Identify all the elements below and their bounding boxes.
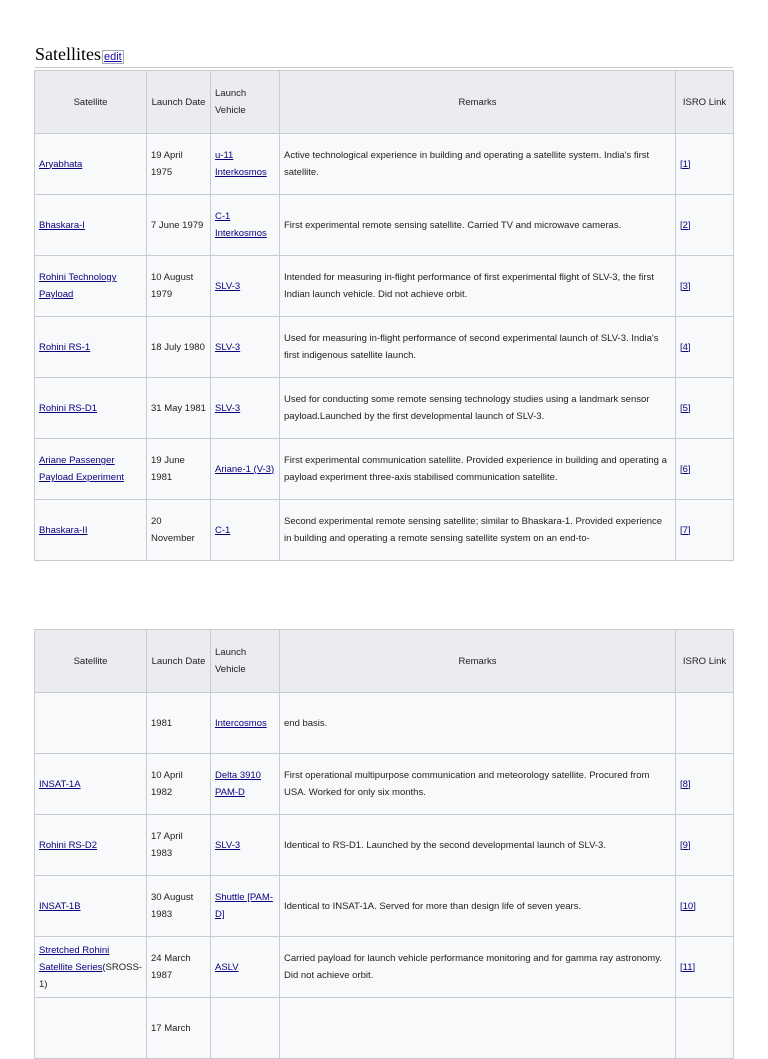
launch-date-cell — [147, 439, 211, 500]
satellite-cell — [35, 439, 147, 500]
isro-link-link[interactable]: [11] — [680, 961, 696, 973]
launch-date-text: 7 June 1979 — [151, 219, 204, 231]
satellite-link[interactable]: Rohini RS-D2 — [39, 839, 98, 851]
remarks-text: Intended for measuring in-flight performance of first experimental flight of SLV-3, the first Indian launch vehicle. Did not achieve orbit. — [284, 272, 654, 300]
satellite-cell — [35, 937, 147, 998]
remarks-cell — [280, 754, 676, 815]
launch-date-cell — [147, 815, 211, 876]
header-remarks: Remarks — [280, 630, 676, 693]
launch-vehicle-link[interactable]: SLV-3 — [215, 341, 241, 353]
isro-link-cell — [676, 500, 734, 561]
remarks-cell — [280, 317, 676, 378]
remarks-cell — [280, 378, 676, 439]
launch-vehicle-link[interactable]: Ariane-1 (V-3) — [215, 463, 275, 475]
header-satellite: Satellite — [35, 630, 147, 693]
launch-date-text: 19 June 1981 — [151, 455, 185, 483]
isro-link-cell — [676, 256, 734, 317]
isro-link-cell — [676, 876, 734, 937]
isro-link-link[interactable]: [2] — [680, 219, 691, 231]
launch-vehicle-cell — [211, 693, 280, 754]
launch-vehicle-link[interactable]: u-11 Interkosmos — [215, 150, 267, 178]
table-row — [35, 378, 734, 439]
table-row — [35, 815, 734, 876]
isro-link-link[interactable]: [3] — [680, 280, 691, 292]
launch-date-cell — [147, 693, 211, 754]
satellite-link[interactable]: Rohini RS-D1 — [39, 402, 98, 414]
satellite-link[interactable]: INSAT-1B — [39, 900, 81, 912]
isro-link-link[interactable]: [6] — [680, 463, 691, 475]
isro-link-cell — [676, 378, 734, 439]
launch-date-text: 18 July 1980 — [151, 341, 205, 353]
remarks-text: Second experimental remote sensing satellite; similar to Bhaskara-1. Provided experience in building and operating a remote sensing satellite system on an end-to- — [284, 516, 663, 544]
isro-link-link[interactable]: [5] — [680, 402, 691, 414]
launch-vehicle-cell — [211, 998, 280, 1059]
remarks-cell — [280, 815, 676, 876]
isro-link-cell — [676, 439, 734, 500]
header-launch-vehicle: Launch Vehicle — [211, 630, 280, 693]
launch-vehicle-cell — [211, 256, 280, 317]
launch-date-cell — [147, 317, 211, 378]
launch-date-text: 10 August 1979 — [151, 272, 194, 300]
table-row — [35, 876, 734, 937]
remarks-text: end basis. — [284, 717, 328, 729]
remarks-text: Active technological experience in building and operating a satellite system. India's first satellite. — [284, 150, 650, 178]
satellite-cell — [35, 998, 147, 1059]
isro-link-cell — [676, 317, 734, 378]
isro-link-link[interactable]: [1] — [680, 158, 691, 170]
satellites-table-part-2 — [34, 629, 734, 1059]
launch-vehicle-cell — [211, 754, 280, 815]
remarks-cell — [280, 500, 676, 561]
satellite-link[interactable]: Aryabhata — [39, 158, 83, 170]
header-remarks: Remarks — [280, 71, 676, 134]
remarks-text: Used for conducting some remote sensing technology studies using a landmark sensor payload.Launched by the first developmental launch of SLV-3. — [284, 394, 650, 422]
satellite-link[interactable]: Bhaskara-II — [39, 524, 88, 536]
remarks-text: Identical to INSAT-1A. Served for more than design life of seven years. — [284, 900, 582, 912]
table-row — [35, 937, 734, 998]
launch-vehicle-cell — [211, 439, 280, 500]
table-row — [35, 998, 734, 1059]
remarks-cell — [280, 256, 676, 317]
section-title: Satellites — [35, 44, 101, 64]
satellite-cell — [35, 500, 147, 561]
satellites-table-part-1 — [34, 70, 734, 561]
launch-vehicle-link[interactable]: SLV-3 — [215, 280, 241, 292]
header-launch-vehicle: Launch Vehicle — [211, 71, 280, 134]
launch-date-text: 31 May 1981 — [151, 402, 206, 414]
launch-vehicle-cell — [211, 500, 280, 561]
launch-date-text: 19 April 1975 — [151, 150, 183, 178]
remarks-cell — [280, 937, 676, 998]
isro-link-link[interactable]: [10] — [680, 900, 696, 912]
satellite-link[interactable]: Rohini RS-1 — [39, 341, 91, 353]
launch-vehicle-cell — [211, 876, 280, 937]
remarks-text: Carried payload for launch vehicle performance monitoring and for gamma ray astronomy. Did not achieve orbit. — [284, 953, 662, 981]
remarks-text: First operational multipurpose communication and meteorology satellite. Procured from USA. Worked for only six months. — [284, 770, 650, 798]
launch-date-cell — [147, 500, 211, 561]
header-launch-date: Launch Date — [147, 71, 211, 134]
launch-vehicle-link[interactable]: ASLV — [215, 961, 239, 973]
launch-vehicle-cell — [211, 378, 280, 439]
satellite-cell — [35, 693, 147, 754]
isro-link-link[interactable]: [4] — [680, 341, 691, 353]
isro-link-link[interactable]: [8] — [680, 778, 691, 790]
launch-date-cell — [147, 876, 211, 937]
isro-link-cell — [676, 937, 734, 998]
remarks-text: Identical to RS-D1. Launched by the second developmental launch of SLV-3. — [284, 839, 606, 851]
satellite-suffix-text: (SROSS-1) — [39, 961, 142, 990]
isro-link-cell — [676, 195, 734, 256]
launch-date-cell — [147, 998, 211, 1059]
satellite-link[interactable]: Bhaskara-I — [39, 219, 85, 231]
isro-link-link[interactable]: [9] — [680, 839, 691, 851]
launch-date-text: 1981 — [151, 717, 173, 729]
table-row — [35, 317, 734, 378]
remarks-cell — [280, 998, 676, 1059]
header-row — [35, 630, 734, 693]
table-row — [35, 256, 734, 317]
remarks-text: Used for measuring in-flight performance of second experimental launch of SLV-3. India's first indigenous satellite launch. — [284, 333, 659, 361]
remarks-cell — [280, 693, 676, 754]
launch-date-cell — [147, 754, 211, 815]
remarks-cell — [280, 439, 676, 500]
launch-vehicle-cell — [211, 815, 280, 876]
launch-vehicle-cell — [211, 134, 280, 195]
launch-date-text: 17 April 1983 — [151, 831, 183, 859]
launch-vehicle-link[interactable]: C-1 Interkosmos — [215, 211, 267, 239]
isro-link-cell — [676, 134, 734, 195]
launch-date-text: 30 August 1983 — [151, 892, 194, 920]
satellite-cell — [35, 876, 147, 937]
satellite-link[interactable]: Rohini Technology Payload — [39, 272, 117, 300]
remarks-cell — [280, 134, 676, 195]
satellite-cell — [35, 378, 147, 439]
satellite-cell — [35, 256, 147, 317]
remarks-cell — [280, 195, 676, 256]
launch-vehicle-cell — [211, 317, 280, 378]
launch-vehicle-link[interactable]: SLV-3 — [215, 839, 241, 851]
launch-date-text: 20 November — [151, 516, 195, 544]
launch-date-cell — [147, 256, 211, 317]
launch-date-text: 10 April 1982 — [151, 770, 183, 798]
launch-vehicle-link[interactable]: C-1 — [215, 524, 231, 536]
satellite-cell — [35, 317, 147, 378]
satellite-link[interactable]: Ariane Passenger Payload Experiment — [39, 455, 125, 483]
isro-link-cell — [676, 815, 734, 876]
launch-vehicle-link[interactable]: Shuttle [PAM-D] — [215, 892, 273, 920]
satellite-cell — [35, 134, 147, 195]
launch-date-text: 24 March 1987 — [151, 953, 191, 981]
satellite-link[interactable]: Stretched Rohini Satellite Series — [39, 944, 110, 973]
satellite-cell — [35, 815, 147, 876]
table-row — [35, 500, 734, 561]
table-row — [35, 693, 734, 754]
table-row — [35, 134, 734, 195]
remarks-text: First experimental communication satellite. Provided experience in building and operating a payload experiment three-axis stabilised communication satellite. — [284, 455, 667, 483]
launch-vehicle-link[interactable]: Intercosmos — [215, 717, 267, 729]
satellite-cell — [35, 195, 147, 256]
launch-date-cell — [147, 134, 211, 195]
header-isro-link: ISRO Link — [676, 630, 734, 693]
table-row — [35, 195, 734, 256]
header-row — [35, 71, 734, 134]
launch-date-cell — [147, 378, 211, 439]
launch-vehicle-link[interactable]: SLV-3 — [215, 402, 241, 414]
header-isro-link: ISRO Link — [676, 71, 734, 134]
table-row — [35, 754, 734, 815]
satellite-cell — [35, 754, 147, 815]
launch-vehicle-link[interactable]: Delta 3910 PAM-D — [215, 770, 261, 798]
satellite-link[interactable]: INSAT-1A — [39, 778, 81, 790]
header-satellite: Satellite — [35, 71, 147, 134]
isro-link-link[interactable]: [7] — [680, 524, 691, 536]
launch-vehicle-cell — [211, 195, 280, 256]
launch-date-text: 17 March — [151, 1022, 191, 1034]
header-launch-date: Launch Date — [147, 630, 211, 693]
isro-link-cell — [676, 754, 734, 815]
isro-link-cell — [676, 998, 734, 1059]
launch-vehicle-cell — [211, 937, 280, 998]
launch-date-cell — [147, 195, 211, 256]
remarks-cell — [280, 876, 676, 937]
edit-link[interactable]: edit — [104, 51, 122, 63]
table-row — [35, 439, 734, 500]
remarks-text: First experimental remote sensing satellite. Carried TV and microwave cameras. — [284, 219, 622, 231]
launch-date-cell — [147, 937, 211, 998]
isro-link-cell — [676, 693, 734, 754]
